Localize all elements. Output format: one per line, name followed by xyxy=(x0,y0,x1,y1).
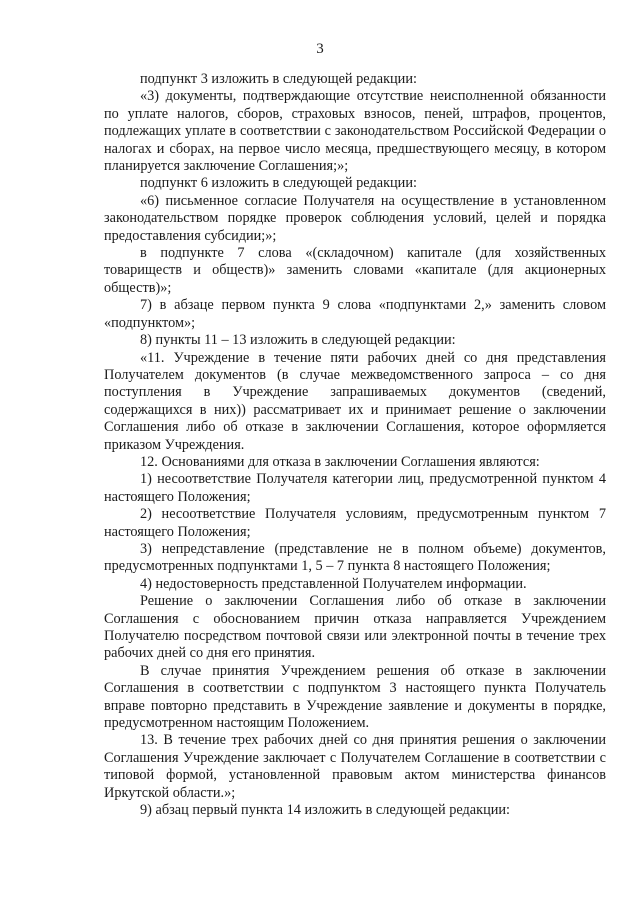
paragraph: 7) в абзаце первом пункта 9 слова «подпунктами 2,» заменить словом «подпунктом»; xyxy=(104,297,606,331)
paragraph: подпункт 6 изложить в следующей редакции: xyxy=(140,175,417,192)
paragraph: «3) документы, подтверждающие отсутствие неисполненной обязанности по уплате налогов, сборов, страховых взносов, пеней, штрафов, процентов, подлежащих уплате в соответствии с законодательством Российской Федерации о налогах и сборах, на первое число месяца, предшествующего месяцу, в котором планируется заключение Соглашения;»; xyxy=(104,88,606,175)
paragraph: 9) абзац первый пункта 14 изложить в следующей редакции: xyxy=(140,802,511,819)
paragraph: в подпункте 7 слова «(складочном) капитале (для хозяйственных товариществ и обществ)» заменить словами «капитале (для акционерных обществ)»; xyxy=(104,245,606,296)
paragraph: Решение о заключении Соглашения либо об отказе в заключении Соглашения с обоснованием причин отказа направляется Учреждением Получателю посредством почтовой связи или электронной почты в течение трех рабочих дней со дня его принятия. xyxy=(104,593,606,662)
paragraph: 3) непредставление (представление не в полном объеме) документов, предусмотренных подпунктами 1, 5 – 7 пункта 8 настоящего Положения; xyxy=(104,540,606,575)
page-number: 3 xyxy=(316,41,324,57)
paragraph: 4) недостоверность представленной Получателем информации. xyxy=(140,575,527,592)
paragraph: 2) несоответствие Получателя условиям, предусмотренным пунктом 7 настоящего Положения; xyxy=(104,506,606,540)
paragraph: «6) письменное согласие Получателя на осуществление в установленном законодательством порядке проверок соблюдения условий, целей и порядка предоставления субсидии;»; xyxy=(104,192,606,244)
paragraph: 1) несоответствие Получателя категории лиц, предусмотренной пунктом 4 настоящего Положения; xyxy=(104,471,606,505)
paragraph: 12. Основаниями для отказа в заключении Соглашения являются: xyxy=(140,453,540,470)
paragraph: подпункт 3 изложить в следующей редакции: xyxy=(140,71,417,87)
paragraph: 8) пункты 11 – 13 изложить в следующей редакции: xyxy=(140,332,456,349)
paragraph: «11. Учреждение в течение пяти рабочих дней со дня представления Получателем документов (в случае межведомственного запроса – со дня поступления в Учреждение запрашиваемых документов (сведений, содержащихся в них)) рассматривает их и принимает решение о заключении Соглашения либо об отказе в заключении Соглашения, которое оформляется приказом Учреждения. xyxy=(104,349,606,453)
document-body xyxy=(104,71,606,819)
paragraph: 13. В течение трех рабочих дней со дня принятия решения о заключении Соглашения Учреждение заключает с Получателем Соглашение в соответствии с типовой формой, установленной правовым актом министерства финансов Иркутской области.»; xyxy=(104,732,606,801)
paragraph: В случае принятия Учреждением решения об отказе в заключении Соглашения в соответствии с подпунктом 3 настоящего пункта Получатель вправе повторно представить в Учреждение заявление и документы в порядке, предусмотренном настоящим Положением. xyxy=(104,662,606,732)
